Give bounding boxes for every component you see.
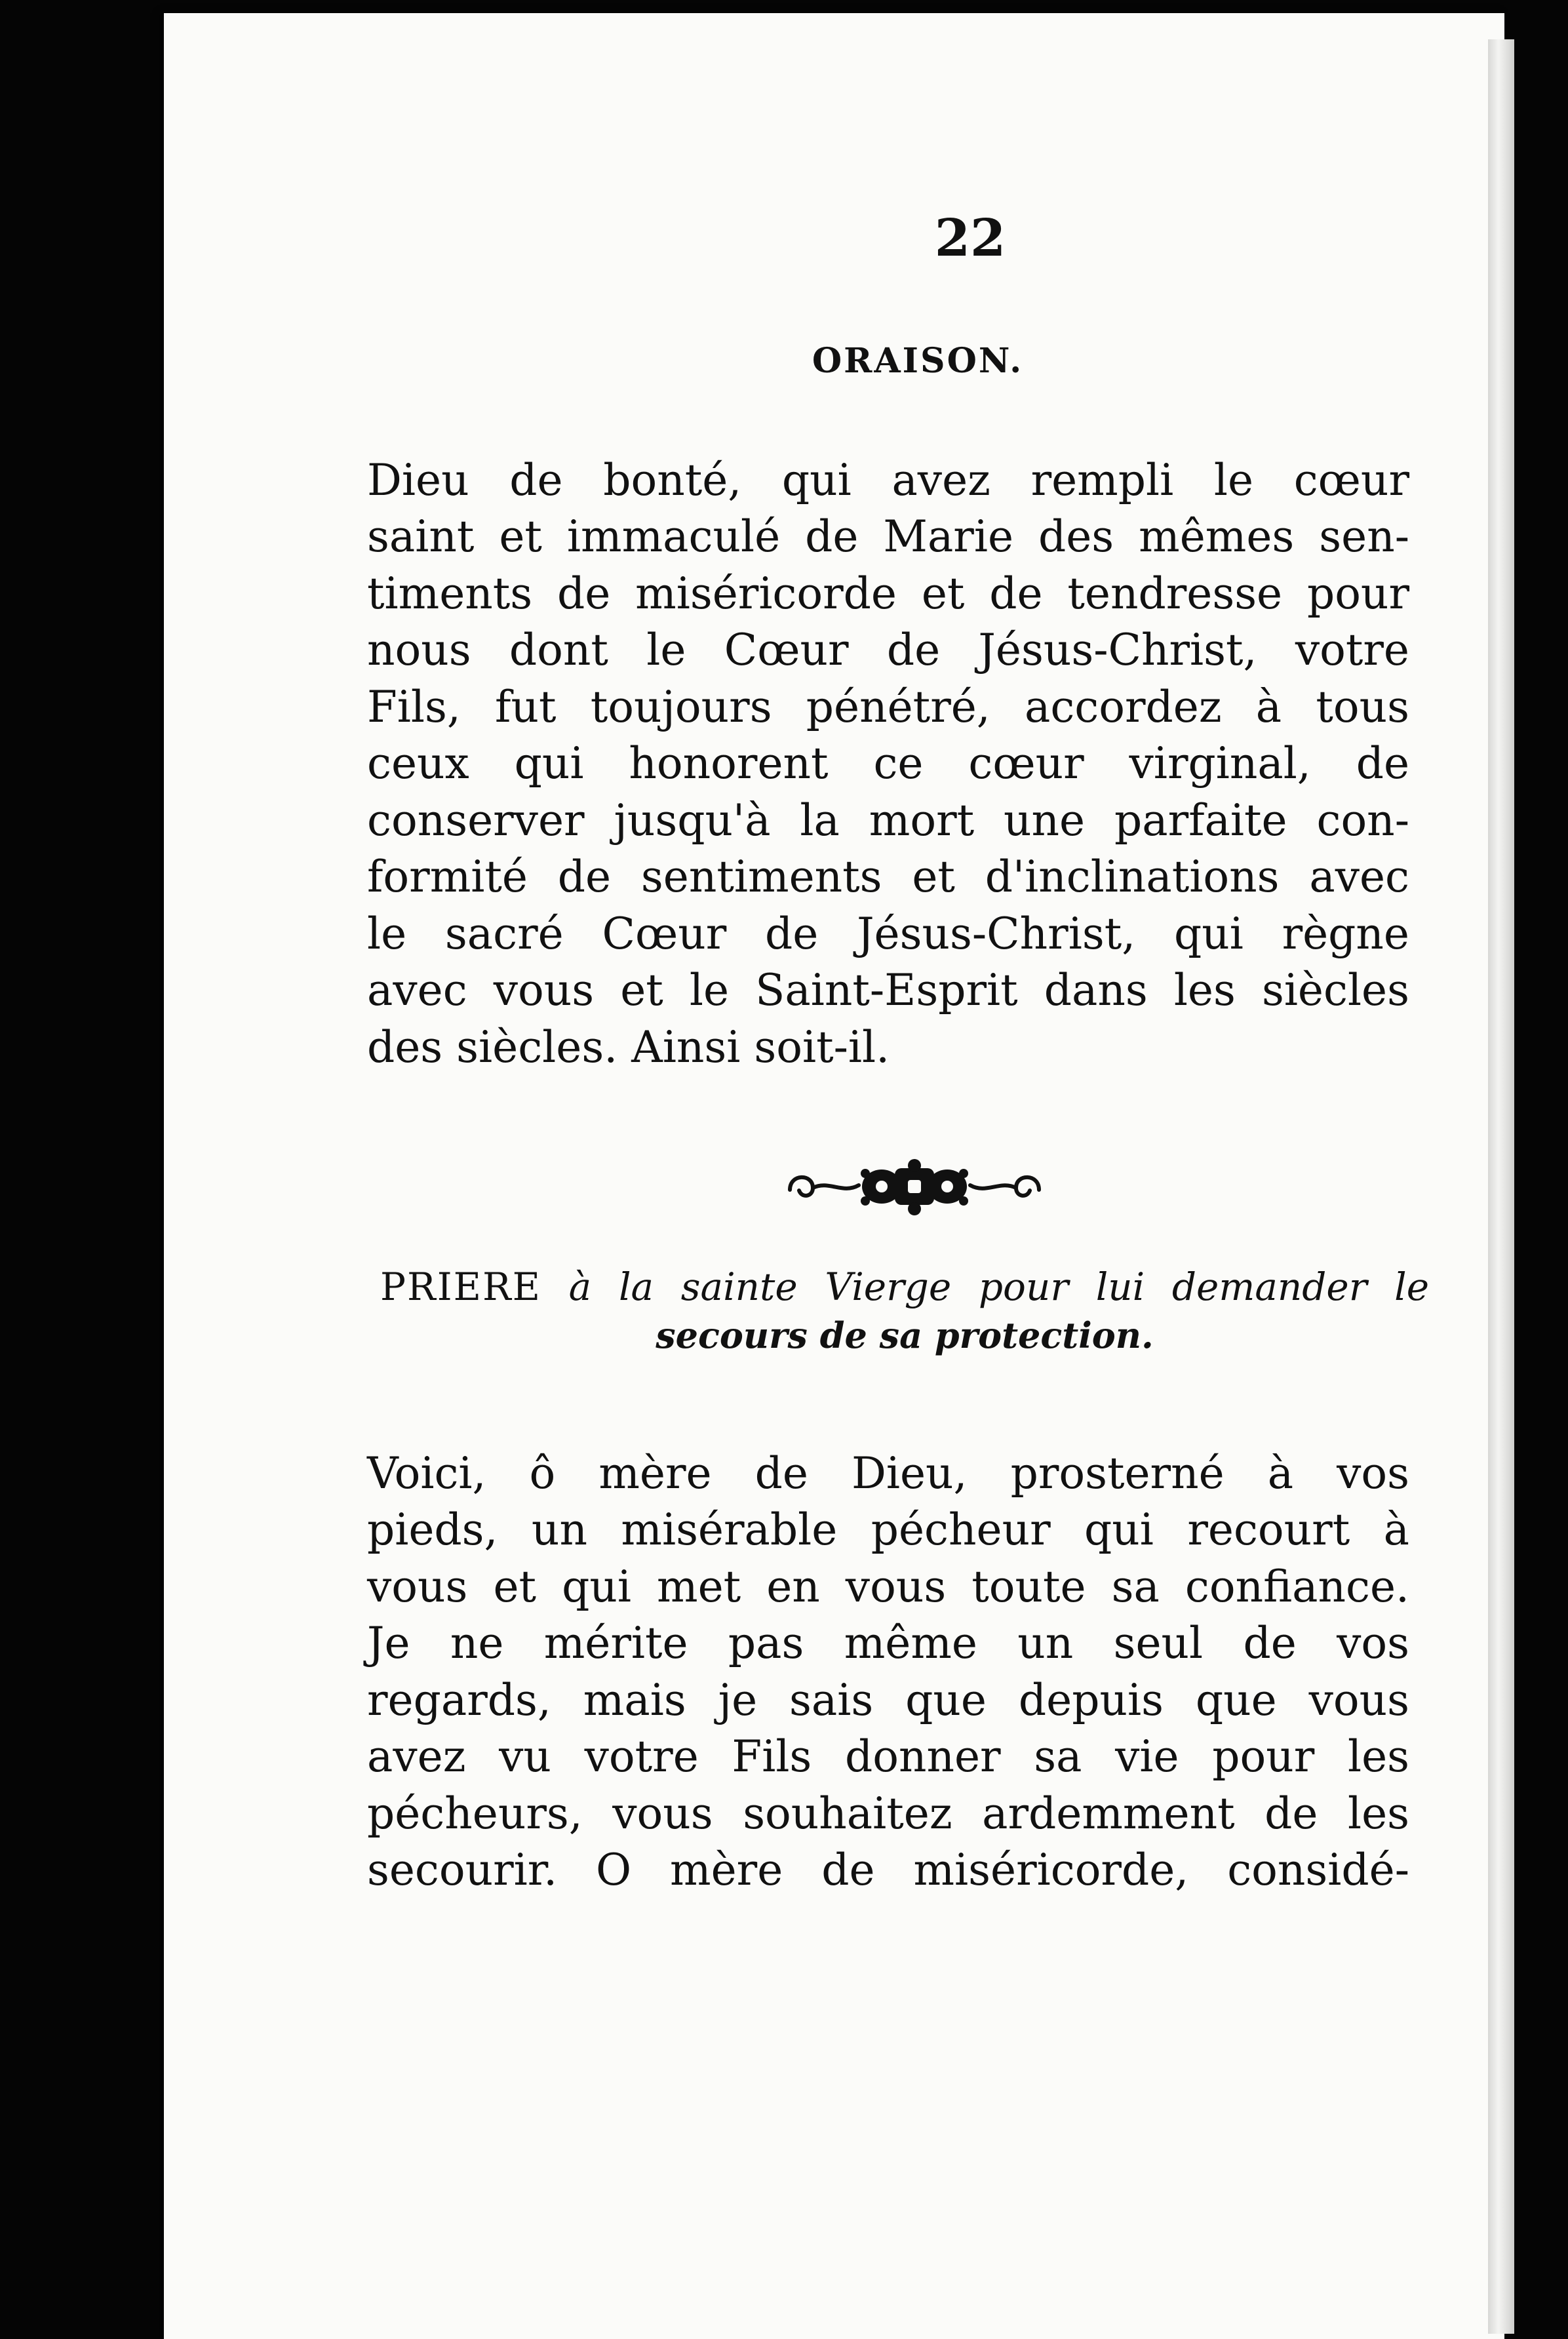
oraison-line: formité de sentiments et d'inclinations avec: [367, 852, 1409, 903]
priere-line: pécheurs, vous souhaitez ardemment de les: [367, 1788, 1409, 1839]
priere-line: avez vu votre Fils donner sa vie pour les: [367, 1731, 1409, 1782]
priere-heading-caps: PRIERE: [380, 1265, 541, 1309]
priere-heading-rest: à la sainte Vierge pour lui demander le: [568, 1265, 1430, 1309]
oraison-line: timents de miséricorde et de tendresse pour: [367, 568, 1409, 619]
oraison-line: des siècles. Ainsi soit-il.: [367, 1021, 890, 1072]
oraison-line: saint et immaculé de Marie des mêmes sen-: [367, 511, 1409, 562]
oraison-line: avec vous et le Saint-Esprit dans les siècles: [367, 965, 1409, 1016]
priere-line: Voici, ô mère de Dieu, prosterné à vos: [367, 1448, 1409, 1499]
oraison-line: nous dont le Cœur de Jésus-Christ, votre: [367, 625, 1409, 676]
priere-paragraph: [367, 1445, 1409, 1899]
oraison-line: Dieu de bonté, qui avez rempli le cœur: [367, 455, 1409, 505]
priere-heading-line-2: secours de sa protection.: [656, 1314, 1154, 1357]
oraison-line: Fils, fut toujours pénétré, accordez à tous: [367, 681, 1409, 732]
oraison-line: ceux qui honorent ce cœur virginal, de: [367, 738, 1409, 789]
page-text-column: [197, 0, 1442, 2339]
page-edge-shadow: [1488, 39, 1514, 2334]
priere-line: vous et qui met en vous toute sa confiance.: [367, 1561, 1409, 1612]
priere-heading: [380, 1262, 1429, 1360]
priere-heading-line-1: [380, 1262, 1429, 1312]
priere-line: regards, mais je sais que depuis que vous: [367, 1674, 1409, 1725]
page-number: 22: [934, 208, 1006, 268]
priere-line: Je ne mérite pas même un seul de vos: [367, 1618, 1409, 1669]
oraison-line: le sacré Cœur de Jésus-Christ, qui règne: [367, 908, 1409, 959]
priere-line: pieds, un misérable pécheur qui recourt à: [367, 1504, 1409, 1556]
oraison-paragraph: [367, 452, 1409, 1076]
fleuron-ornament-icon: [777, 1154, 1052, 1219]
priere-line: secourir. O mère de miséricorde, considé-: [367, 1845, 1409, 1896]
oraison-heading: ORAISON.: [812, 341, 1024, 381]
oraison-line: conserver jusqu'à la mort une parfaite con-: [367, 795, 1409, 846]
